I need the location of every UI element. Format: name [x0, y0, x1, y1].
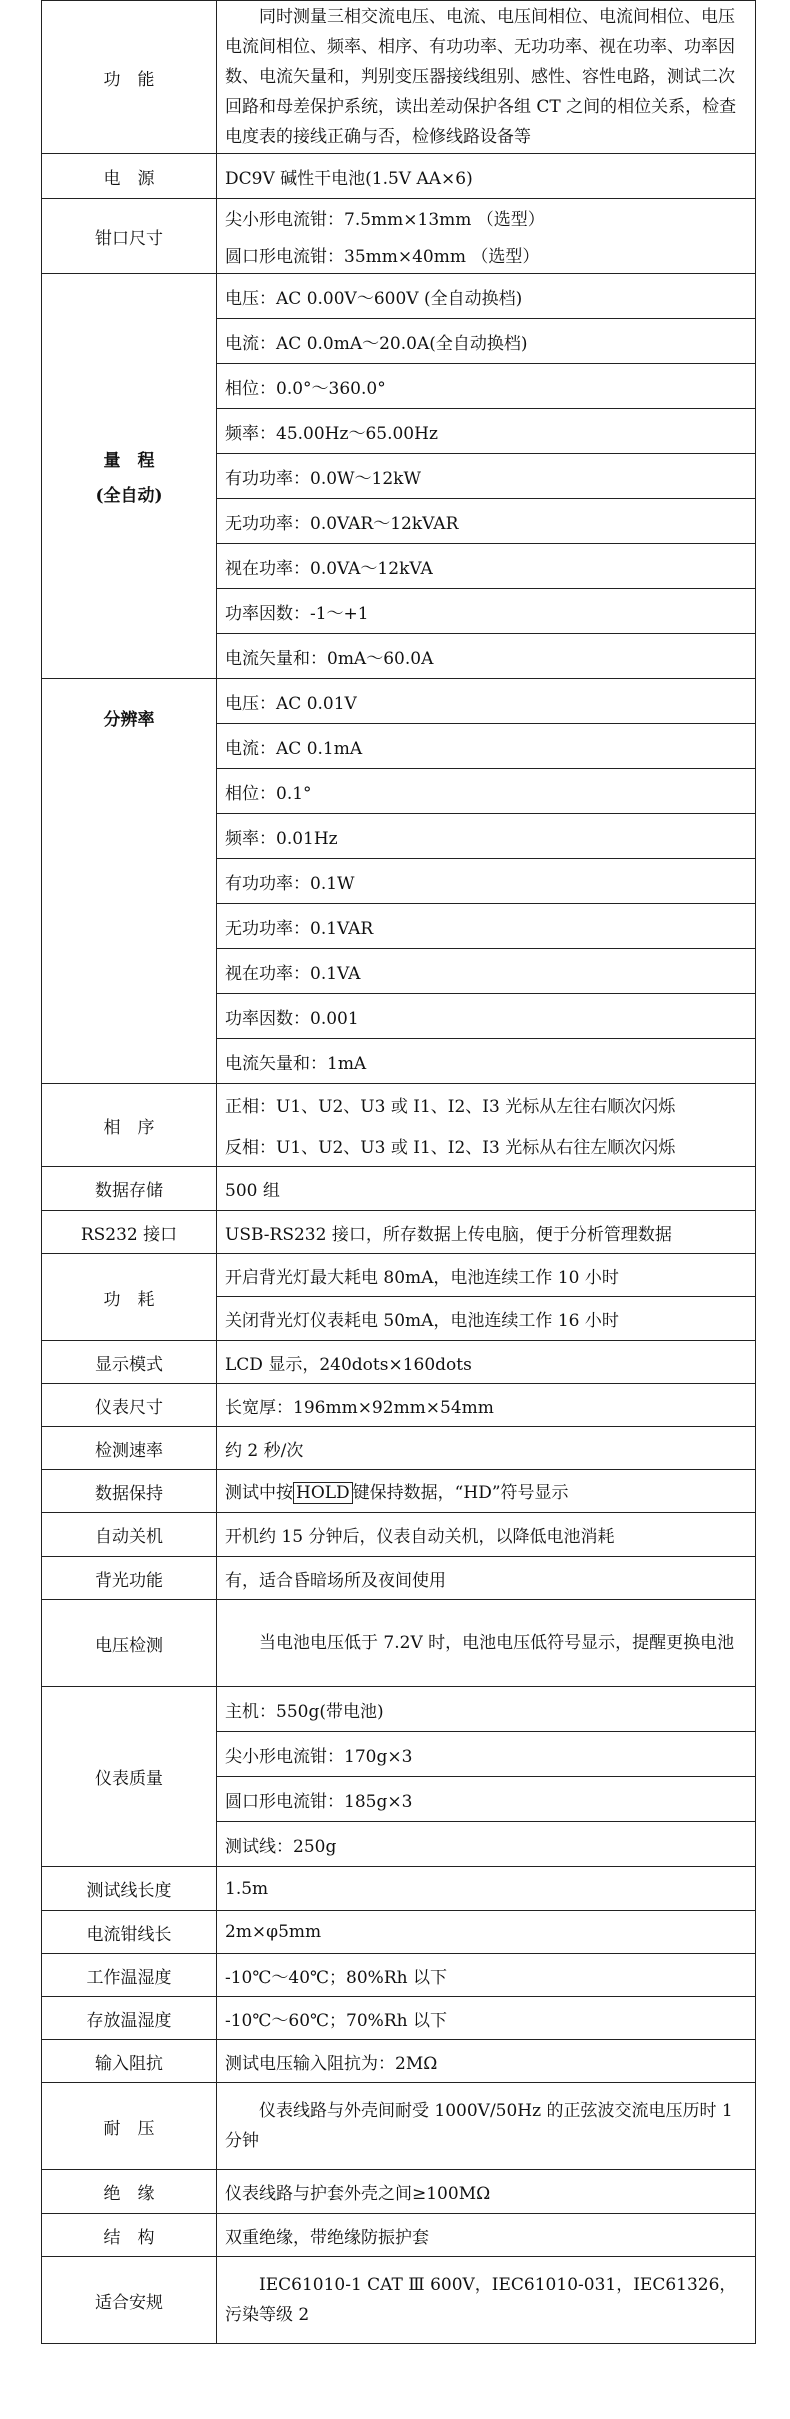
label-insulation: 绝 缘 — [42, 2170, 217, 2214]
label-consumption: 功 耗 — [42, 1254, 217, 1341]
row-backlight — [42, 1557, 756, 1600]
value-structure: 双重绝缘，带绝缘防振护套 — [217, 2214, 756, 2257]
row-voltage-detect — [42, 1600, 756, 1687]
value-phase-seq-1: 正相：U1、U2、U3 或 I1、I2、I3 光标从左往右顺次闪烁 — [217, 1084, 756, 1126]
value-range-2: 电流：AC 0.0mA～20.0A(全自动换档) — [217, 319, 756, 364]
value-range-7: 视在功率：0.0VA～12kVA — [217, 544, 756, 589]
value-voltage-detect: 当电池电压低于 7.2V 时，电池电压低符号显示，提醒更换电池 — [217, 1600, 756, 1687]
label-storage: 数据存储 — [42, 1167, 217, 1211]
value-insulation: 仪表线路与护套外壳之间≥100MΩ — [217, 2170, 756, 2214]
row-speed — [42, 1427, 756, 1470]
row-resolution — [42, 679, 756, 724]
label-function: 功 能 — [42, 1, 217, 154]
row-impedance — [42, 2040, 756, 2083]
row-work-temp — [42, 1954, 756, 1997]
value-rs232: USB-RS232 接口，所存数据上传电脑，便于分析管理数据 — [217, 1211, 756, 1254]
value-jaw-2: 圆口形电流钳：35mm×40mm （选型） — [217, 236, 756, 274]
row-jaw — [42, 199, 756, 237]
hold-text-after: 键保持数据，“HD”符号显示 — [352, 1483, 569, 1503]
label-lead-len: 测试线长度 — [42, 1867, 217, 1911]
value-resolution-9: 电流矢量和：1mA — [217, 1039, 756, 1084]
label-hold: 数据保持 — [42, 1470, 217, 1513]
row-insulation — [42, 2170, 756, 2214]
value-range-8: 功率因数：-1～+1 — [217, 589, 756, 634]
value-jaw-1: 尖小形电流钳：7.5mm×13mm （选型） — [217, 199, 756, 237]
label-auto-off: 自动关机 — [42, 1513, 217, 1557]
label-impedance: 输入阻抗 — [42, 2040, 217, 2083]
value-resolution-8: 功率因数：0.001 — [217, 994, 756, 1039]
value-clamp-lead: 2m×φ5mm — [217, 1911, 756, 1954]
label-range-sub: (全自动) — [95, 486, 163, 506]
row-function — [42, 1, 756, 154]
label-display: 显示模式 — [42, 1341, 217, 1384]
value-resolution-5: 有功功率：0.1W — [217, 859, 756, 904]
spec-table — [41, 0, 756, 2344]
hold-text-before: 测试中按 — [225, 1483, 293, 1503]
value-speed: 约 2 秒/次 — [217, 1427, 756, 1470]
value-hold — [217, 1470, 756, 1513]
label-power: 电 源 — [42, 154, 217, 199]
value-function: 同时测量三相交流电压、电流、电压间相位、电流间相位、电压电流间相位、频率、相序、有功功率、无功功率、视在功率、功率因数、电流矢量和，判别变压器接线组别、感性、容性电路，测试二次回路和母差保护系统，读出差动保护各组 CT 之间的相位关系，检查电度表的接线正确与否，检修线路设备等 — [217, 1, 756, 154]
value-resolution-2: 电流：AC 0.1mA — [217, 724, 756, 769]
value-resolution-6: 无功功率：0.1VAR — [217, 904, 756, 949]
label-withstand: 耐 压 — [42, 2083, 217, 2170]
label-size: 仪表尺寸 — [42, 1384, 217, 1427]
label-range-main: 量 程 — [103, 451, 155, 471]
label-range — [42, 274, 217, 679]
value-power: DC9V 碱性干电池(1.5V AA×6) — [217, 154, 756, 199]
row-clamp-lead — [42, 1911, 756, 1954]
value-lead-len: 1.5m — [217, 1867, 756, 1911]
label-speed: 检测速率 — [42, 1427, 217, 1470]
value-range-1: 电压：AC 0.00V～600V (全自动换档) — [217, 274, 756, 319]
value-resolution-7: 视在功率：0.1VA — [217, 949, 756, 994]
value-consumption-2: 关闭背光灯仪表耗电 50mA，电池连续工作 16 小时 — [217, 1297, 756, 1341]
row-store-temp — [42, 1997, 756, 2040]
label-safety: 适合安规 — [42, 2257, 217, 2344]
value-resolution-3: 相位：0.1° — [217, 769, 756, 814]
row-auto-off — [42, 1513, 756, 1557]
label-voltage-detect: 电压检测 — [42, 1600, 217, 1687]
row-range — [42, 274, 756, 319]
value-phase-seq-2: 反相：U1、U2、U3 或 I1、I2、I3 光标从右往左顺次闪烁 — [217, 1125, 756, 1167]
label-phase-seq: 相 序 — [42, 1084, 217, 1167]
value-auto-off: 开机约 15 分钟后，仪表自动关机，以降低电池消耗 — [217, 1513, 756, 1557]
row-rs232 — [42, 1211, 756, 1254]
row-withstand — [42, 2083, 756, 2170]
row-lead-len — [42, 1867, 756, 1911]
value-consumption-1: 开启背光灯最大耗电 80mA，电池连续工作 10 小时 — [217, 1254, 756, 1297]
row-power — [42, 154, 756, 199]
value-range-6: 无功功率：0.0VAR～12kVAR — [217, 499, 756, 544]
value-range-9: 电流矢量和：0mA～60.0A — [217, 634, 756, 679]
value-resolution-1: 电压：AC 0.01V — [217, 679, 756, 724]
label-backlight: 背光功能 — [42, 1557, 217, 1600]
row-consumption — [42, 1254, 756, 1297]
value-size: 长宽厚：196mm×92mm×54mm — [217, 1384, 756, 1427]
value-weight-2: 尖小形电流钳：170g×3 — [217, 1732, 756, 1777]
label-work-temp: 工作温湿度 — [42, 1954, 217, 1997]
label-store-temp: 存放温湿度 — [42, 1997, 217, 2040]
value-work-temp: -10℃～40℃；80%Rh 以下 — [217, 1954, 756, 1997]
value-impedance: 测试电压输入阻抗为：2MΩ — [217, 2040, 756, 2083]
value-weight-4: 测试线：250g — [217, 1822, 756, 1867]
value-storage: 500 组 — [217, 1167, 756, 1211]
value-range-5: 有功功率：0.0W～12kW — [217, 454, 756, 499]
value-range-3: 相位：0.0°～360.0° — [217, 364, 756, 409]
hold-key-box: HOLD — [293, 1482, 353, 1504]
label-weight: 仪表质量 — [42, 1687, 217, 1867]
value-backlight: 有，适合昏暗场所及夜间使用 — [217, 1557, 756, 1600]
label-rs232: RS232 接口 — [42, 1211, 217, 1254]
row-weight — [42, 1687, 756, 1732]
value-resolution-4: 频率：0.01Hz — [217, 814, 756, 859]
row-hold — [42, 1470, 756, 1513]
value-store-temp: -10℃～60℃；70%Rh 以下 — [217, 1997, 756, 2040]
value-weight-3: 圆口形电流钳：185g×3 — [217, 1777, 756, 1822]
label-structure: 结 构 — [42, 2214, 217, 2257]
row-structure — [42, 2214, 756, 2257]
value-weight-1: 主机：550g(带电池) — [217, 1687, 756, 1732]
label-resolution: 分辨率 — [42, 679, 217, 1084]
value-range-4: 频率：45.00Hz～65.00Hz — [217, 409, 756, 454]
row-safety — [42, 2257, 756, 2344]
row-storage — [42, 1167, 756, 1211]
row-size — [42, 1384, 756, 1427]
row-display — [42, 1341, 756, 1384]
label-jaw: 钳口尺寸 — [42, 199, 217, 274]
row-phase-seq — [42, 1084, 756, 1126]
value-display: LCD 显示，240dots×160dots — [217, 1341, 756, 1384]
label-clamp-lead: 电流钳线长 — [42, 1911, 217, 1954]
value-safety: IEC61010-1 CAT Ⅲ 600V，IEC61010-031，IEC61326，污染等级 2 — [217, 2257, 756, 2344]
value-withstand: 仪表线路与外壳间耐受 1000V/50Hz 的正弦波交流电压历时 1 分钟 — [217, 2083, 756, 2170]
